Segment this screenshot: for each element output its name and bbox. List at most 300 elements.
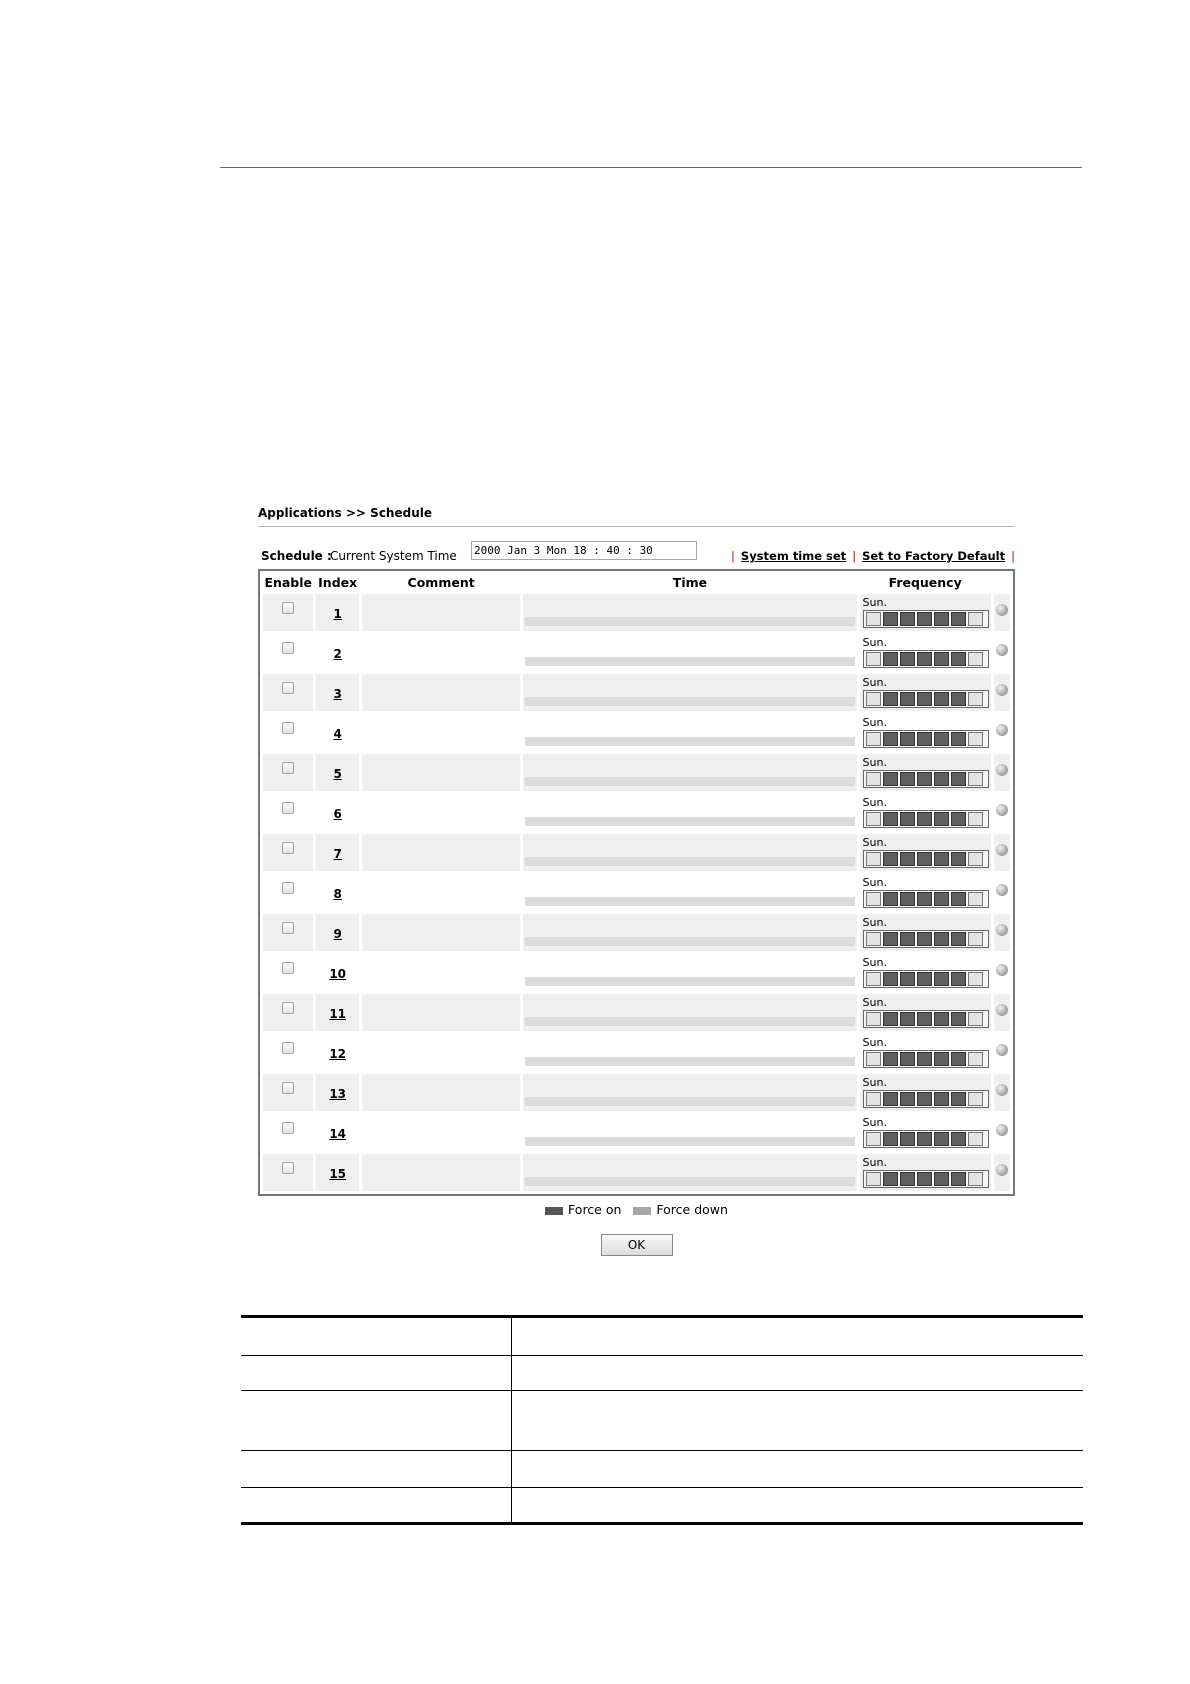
schedule-index-link[interactable]: 2 — [333, 647, 342, 661]
schedule-index-link[interactable]: 4 — [333, 727, 342, 741]
link-separator: | — [1011, 549, 1015, 563]
frequency-segment — [883, 612, 898, 626]
status-cell — [994, 594, 1010, 631]
frequency-bar — [863, 970, 989, 988]
frequency-segment — [968, 612, 983, 626]
time-bar — [525, 937, 854, 946]
table-row — [263, 594, 1010, 631]
frequency-segment — [866, 852, 881, 866]
table-row — [263, 994, 1010, 1031]
frequency-segment — [866, 972, 881, 986]
status-indicator-icon — [996, 724, 1008, 736]
index-cell — [316, 1114, 358, 1151]
frequency-segment — [968, 852, 983, 866]
time-cell — [523, 834, 856, 871]
enable-cell — [263, 1154, 313, 1191]
frequency-segment — [883, 812, 898, 826]
time-bar — [525, 1017, 854, 1026]
status-cell — [994, 914, 1010, 951]
frequency-segment — [900, 1012, 915, 1026]
table-row — [263, 834, 1010, 871]
index-cell — [316, 714, 358, 751]
force-on-label: Force on — [568, 1202, 622, 1217]
frequency-segment — [934, 1092, 949, 1106]
schedule-index-link[interactable]: 14 — [329, 1127, 347, 1141]
frequency-cell — [860, 1114, 991, 1151]
status-indicator-icon — [996, 1084, 1008, 1096]
time-bar — [525, 657, 854, 666]
enable-cell — [263, 834, 313, 871]
table-row — [241, 1391, 1083, 1451]
table-row — [241, 1356, 1083, 1391]
time-bar — [525, 777, 854, 786]
frequency-segment — [866, 932, 881, 946]
frequency-segment — [968, 1132, 983, 1146]
schedule-index-link[interactable]: 13 — [329, 1087, 347, 1101]
force-on-swatch — [545, 1207, 563, 1215]
frequency-segment — [917, 812, 932, 826]
frequency-cell — [860, 754, 991, 791]
frequency-segment — [951, 652, 966, 666]
status-cell — [994, 834, 1010, 871]
time-bar — [525, 1097, 854, 1106]
time-cell — [523, 754, 856, 791]
frequency-segment — [866, 652, 881, 666]
schedule-index-link[interactable]: 5 — [333, 767, 342, 781]
frequency-segment — [900, 692, 915, 706]
frequency-segment — [951, 1012, 966, 1026]
frequency-cell — [860, 954, 991, 991]
col-index: Index — [318, 575, 358, 590]
time-bar — [525, 857, 854, 866]
index-cell — [316, 954, 358, 991]
comment-cell — [362, 594, 521, 631]
enable-checkbox[interactable] — [282, 1082, 294, 1094]
enable-checkbox[interactable] — [282, 722, 294, 734]
link-separator: | — [731, 549, 735, 563]
frequency-segment — [900, 1052, 915, 1066]
frequency-segment — [951, 932, 966, 946]
frequency-segment — [900, 772, 915, 786]
enable-checkbox[interactable] — [282, 642, 294, 654]
breadcrumb-separator: >> — [345, 506, 366, 520]
enable-checkbox[interactable] — [282, 842, 294, 854]
frequency-segment — [951, 812, 966, 826]
comment-cell — [362, 1154, 521, 1191]
enable-cell — [263, 1114, 313, 1151]
frequency-segment — [968, 732, 983, 746]
time-cell — [523, 674, 856, 711]
frequency-segment — [900, 1092, 915, 1106]
enable-cell — [263, 594, 313, 631]
time-bar — [525, 617, 854, 626]
frequency-segment — [917, 652, 932, 666]
frequency-segment — [934, 1012, 949, 1026]
time-cell — [523, 714, 856, 751]
frequency-segment — [968, 1172, 983, 1186]
frequency-segment — [883, 1092, 898, 1106]
time-cell — [523, 954, 856, 991]
comment-cell — [362, 634, 521, 671]
frequency-bar — [863, 690, 989, 708]
frequency-segment — [883, 892, 898, 906]
frequency-segment — [900, 732, 915, 746]
frequency-bar — [863, 1170, 989, 1188]
enable-cell — [263, 1074, 313, 1111]
frequency-cell — [860, 1034, 991, 1071]
frequency-day-label: Sun. — [862, 836, 887, 849]
enable-checkbox[interactable] — [282, 922, 294, 934]
table-row — [263, 714, 1010, 751]
comment-cell — [362, 1074, 521, 1111]
comment-cell — [362, 834, 521, 871]
frequency-segment — [866, 892, 881, 906]
enable-cell — [263, 994, 313, 1031]
frequency-segment — [866, 812, 881, 826]
frequency-segment — [900, 1132, 915, 1146]
frequency-segment — [917, 612, 932, 626]
system-time-set-link[interactable]: System time set — [740, 549, 847, 563]
current-time-field[interactable] — [471, 541, 697, 560]
frequency-segment — [917, 1132, 932, 1146]
frequency-segment — [917, 972, 932, 986]
frequency-segment — [968, 892, 983, 906]
status-indicator-icon — [996, 924, 1008, 936]
frequency-segment — [917, 1092, 932, 1106]
status-cell — [994, 994, 1010, 1031]
status-cell — [994, 954, 1010, 991]
table-row — [263, 754, 1010, 791]
frequency-segment — [866, 692, 881, 706]
index-cell — [316, 1154, 358, 1191]
table-row — [241, 1488, 1083, 1524]
current-time-label: Current System Time — [330, 549, 457, 563]
frequency-segment — [917, 932, 932, 946]
col-time: Time — [672, 575, 708, 590]
frequency-segment — [900, 932, 915, 946]
time-cell — [523, 794, 856, 831]
breadcrumb-section: Applications — [258, 506, 342, 520]
force-down-swatch — [633, 1207, 651, 1215]
frequency-segment — [951, 732, 966, 746]
frequency-segment — [951, 972, 966, 986]
frequency-segment — [917, 1172, 932, 1186]
frequency-segment — [934, 972, 949, 986]
time-cell — [523, 874, 856, 911]
table-row — [263, 874, 1010, 911]
time-bar — [525, 1177, 854, 1186]
status-indicator-icon — [996, 684, 1008, 696]
enable-cell — [263, 954, 313, 991]
comment-cell — [362, 674, 521, 711]
description-table — [241, 1315, 1083, 1525]
table-row — [263, 1154, 1010, 1191]
status-indicator-icon — [996, 1124, 1008, 1136]
frequency-segment — [883, 692, 898, 706]
frequency-bar — [863, 1130, 989, 1148]
frequency-segment — [917, 1012, 932, 1026]
index-cell — [316, 914, 358, 951]
frequency-segment — [951, 1092, 966, 1106]
frequency-segment — [883, 1132, 898, 1146]
enable-checkbox[interactable] — [282, 802, 294, 814]
frequency-segment — [917, 772, 932, 786]
frequency-day-label: Sun. — [862, 996, 887, 1009]
frequency-segment — [951, 1052, 966, 1066]
frequency-segment — [968, 1012, 983, 1026]
frequency-cell — [860, 1154, 991, 1191]
time-cell — [523, 1034, 856, 1071]
header-rule — [220, 167, 1082, 168]
table-row — [263, 954, 1010, 991]
table-row — [263, 1034, 1010, 1071]
frequency-segment — [883, 772, 898, 786]
table-row — [263, 914, 1010, 951]
frequency-day-label: Sun. — [862, 1156, 887, 1169]
frequency-bar — [863, 650, 989, 668]
time-bar — [525, 897, 854, 906]
frequency-bar — [863, 770, 989, 788]
schedule-label: Schedule : — [261, 549, 332, 563]
force-down-label: Force down — [656, 1202, 728, 1217]
frequency-segment — [951, 1132, 966, 1146]
comment-cell — [362, 754, 521, 791]
frequency-cell — [860, 674, 991, 711]
enable-checkbox[interactable] — [282, 1002, 294, 1014]
comment-cell — [362, 714, 521, 751]
frequency-segment — [934, 852, 949, 866]
frequency-segment — [900, 892, 915, 906]
factory-default-link[interactable]: Set to Factory Default — [862, 549, 1006, 563]
frequency-cell — [860, 874, 991, 911]
col-comment: Comment — [407, 575, 475, 590]
frequency-segment — [900, 652, 915, 666]
time-bar — [525, 1137, 854, 1146]
table-row — [241, 1317, 1083, 1356]
enable-checkbox[interactable] — [282, 1162, 294, 1174]
frequency-segment — [883, 1052, 898, 1066]
frequency-segment — [866, 772, 881, 786]
schedule-index-link[interactable]: 3 — [333, 687, 342, 701]
enable-checkbox[interactable] — [282, 602, 294, 614]
frequency-segment — [917, 692, 932, 706]
table-row — [263, 674, 1010, 711]
comment-cell — [362, 914, 521, 951]
status-cell — [994, 714, 1010, 751]
enable-checkbox[interactable] — [282, 762, 294, 774]
frequency-segment — [866, 1132, 881, 1146]
frequency-cell — [860, 834, 991, 871]
enable-cell — [263, 634, 313, 671]
frequency-segment — [900, 852, 915, 866]
frequency-segment — [866, 732, 881, 746]
legend — [258, 1202, 1015, 1218]
schedule-index-link[interactable]: 6 — [333, 807, 342, 821]
status-indicator-icon — [996, 764, 1008, 776]
ok-button[interactable]: OK — [601, 1234, 673, 1256]
frequency-segment — [951, 692, 966, 706]
time-bar — [525, 1057, 854, 1066]
status-cell — [994, 1074, 1010, 1111]
frequency-cell — [860, 634, 991, 671]
table-row — [263, 634, 1010, 671]
status-cell — [994, 674, 1010, 711]
schedule-index-link[interactable]: 11 — [329, 1007, 347, 1021]
status-cell — [994, 634, 1010, 671]
frequency-cell — [860, 794, 991, 831]
frequency-segment — [934, 612, 949, 626]
frequency-segment — [934, 772, 949, 786]
time-cell — [523, 1074, 856, 1111]
frequency-segment — [917, 1052, 932, 1066]
frequency-segment — [866, 1092, 881, 1106]
frequency-segment — [968, 772, 983, 786]
status-cell — [994, 1114, 1010, 1151]
frequency-segment — [883, 1172, 898, 1186]
frequency-segment — [968, 1092, 983, 1106]
status-cell — [994, 794, 1010, 831]
frequency-segment — [866, 612, 881, 626]
frequency-segment — [900, 812, 915, 826]
status-cell — [994, 1034, 1010, 1071]
status-indicator-icon — [996, 884, 1008, 896]
status-indicator-icon — [996, 1044, 1008, 1056]
frequency-segment — [968, 652, 983, 666]
status-indicator-icon — [996, 964, 1008, 976]
frequency-segment — [934, 692, 949, 706]
frequency-segment — [968, 692, 983, 706]
comment-cell — [362, 874, 521, 911]
enable-checkbox[interactable] — [282, 882, 294, 894]
frequency-day-label: Sun. — [862, 596, 887, 609]
status-indicator-icon — [996, 804, 1008, 816]
index-cell — [316, 794, 358, 831]
time-bar — [525, 697, 854, 706]
enable-checkbox[interactable] — [282, 962, 294, 974]
index-cell — [316, 674, 358, 711]
frequency-segment — [917, 852, 932, 866]
frequency-segment — [934, 932, 949, 946]
frequency-cell — [860, 1074, 991, 1111]
enable-cell — [263, 794, 313, 831]
frequency-segment — [951, 612, 966, 626]
index-cell — [316, 634, 358, 671]
status-indicator-icon — [996, 644, 1008, 656]
frequency-segment — [866, 1052, 881, 1066]
frequency-segment — [883, 932, 898, 946]
frequency-cell — [860, 914, 991, 951]
schedule-index-link[interactable]: 15 — [329, 1167, 347, 1181]
frequency-day-label: Sun. — [862, 1036, 887, 1049]
enable-cell — [263, 914, 313, 951]
frequency-segment — [934, 892, 949, 906]
frequency-segment — [883, 732, 898, 746]
frequency-bar — [863, 1050, 989, 1068]
breadcrumb-page: Schedule — [370, 506, 432, 520]
schedule-index-link[interactable]: 10 — [329, 967, 347, 981]
schedule-index-link[interactable]: 8 — [333, 887, 342, 901]
comment-cell — [362, 794, 521, 831]
index-cell — [316, 874, 358, 911]
frequency-day-label: Sun. — [862, 676, 887, 689]
frequency-bar — [863, 730, 989, 748]
frequency-segment — [934, 732, 949, 746]
frequency-segment — [883, 1012, 898, 1026]
frequency-segment — [968, 812, 983, 826]
frequency-segment — [900, 972, 915, 986]
breadcrumb — [258, 500, 1015, 527]
frequency-segment — [900, 612, 915, 626]
frequency-day-label: Sun. — [862, 796, 887, 809]
comment-cell — [362, 994, 521, 1031]
table-row — [263, 1074, 1010, 1111]
frequency-cell — [860, 594, 991, 631]
status-indicator-icon — [996, 1164, 1008, 1176]
time-cell — [523, 1154, 856, 1191]
time-cell — [523, 994, 856, 1031]
frequency-segment — [951, 772, 966, 786]
comment-cell — [362, 1114, 521, 1151]
frequency-segment — [951, 852, 966, 866]
table-row — [263, 1114, 1010, 1151]
frequency-segment — [934, 1052, 949, 1066]
frequency-bar — [863, 890, 989, 908]
schedule-index-link[interactable]: 7 — [333, 847, 342, 861]
enable-checkbox[interactable] — [282, 1122, 294, 1134]
status-indicator-icon — [996, 844, 1008, 856]
time-cell — [523, 914, 856, 951]
enable-cell — [263, 1034, 313, 1071]
time-cell — [523, 634, 856, 671]
index-cell — [316, 834, 358, 871]
col-enable: Enable — [264, 575, 313, 590]
status-cell — [994, 874, 1010, 911]
enable-checkbox[interactable] — [282, 1042, 294, 1054]
index-cell — [316, 594, 358, 631]
schedule-panel — [258, 500, 1015, 1256]
index-cell — [316, 1074, 358, 1111]
frequency-bar — [863, 610, 989, 628]
schedule-index-link[interactable]: 9 — [333, 927, 342, 941]
comment-cell — [362, 954, 521, 991]
frequency-bar — [863, 1010, 989, 1028]
frequency-segment — [934, 652, 949, 666]
enable-checkbox[interactable] — [282, 682, 294, 694]
status-cell — [994, 754, 1010, 791]
frequency-day-label: Sun. — [862, 876, 887, 889]
frequency-day-label: Sun. — [862, 956, 887, 969]
enable-cell — [263, 714, 313, 751]
time-bar — [525, 977, 854, 986]
schedule-index-link[interactable]: 1 — [333, 607, 342, 621]
frequency-segment — [934, 812, 949, 826]
enable-cell — [263, 754, 313, 791]
frequency-bar — [863, 810, 989, 828]
enable-cell — [263, 874, 313, 911]
schedule-index-link[interactable]: 12 — [329, 1047, 347, 1061]
frequency-segment — [883, 652, 898, 666]
frequency-bar — [863, 850, 989, 868]
toolbar-links — [725, 549, 1015, 563]
frequency-bar — [863, 1090, 989, 1108]
status-cell — [994, 1154, 1010, 1191]
frequency-segment — [951, 892, 966, 906]
time-bar — [525, 737, 854, 746]
frequency-segment — [883, 972, 898, 986]
frequency-day-label: Sun. — [862, 756, 887, 769]
frequency-segment — [883, 852, 898, 866]
time-cell — [523, 1114, 856, 1151]
